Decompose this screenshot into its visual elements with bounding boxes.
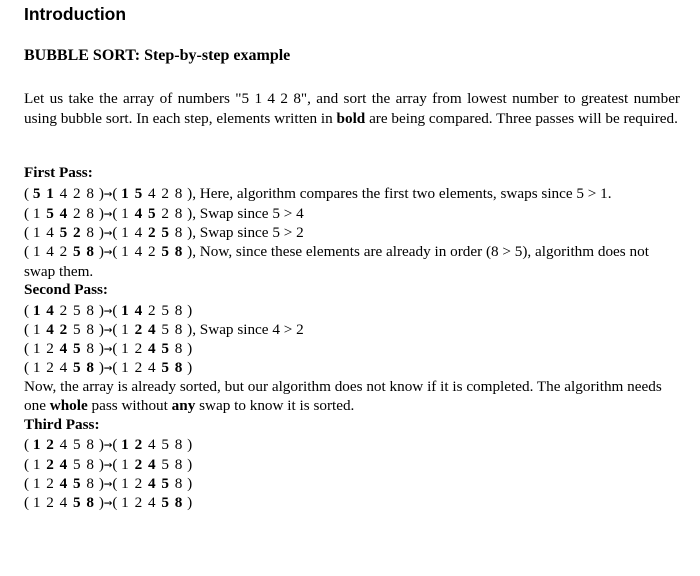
arrow-icon: → — [103, 206, 113, 222]
third-pass-title: Third Pass: — [24, 416, 100, 433]
step-line: ( 1 2 4 5 8 )→( 1 2 4 5 8 ) — [24, 494, 193, 511]
step-line: ( 1 2 4 5 8 )→( 1 2 4 5 8 ) — [24, 436, 193, 453]
step-line: ( 1 2 4 5 8 )→( 1 2 4 5 8 ) — [24, 475, 193, 492]
step-line: ( 1 4 2 5 8 )→( 1 2 4 5 8 ), Swap since 4 > 2 — [24, 321, 304, 338]
arrow-icon: → — [103, 437, 113, 453]
page-title: Introduction — [24, 4, 127, 24]
step-line: ( 1 2 4 5 8 )→( 1 2 4 5 8 ) — [24, 359, 193, 376]
arrow-icon: → — [103, 186, 113, 202]
intro-paragraph: Let us take the array of numbers "5 1 4 2 8", and sort the array from lowest number to greatest number using bubble sort. In each step, elements written in bold are being compared. Three passes will be required. — [24, 90, 680, 127]
section-title: BUBBLE SORT: Step-by-step example — [24, 47, 291, 64]
first-pass-title: First Pass: — [24, 164, 93, 181]
step-line: ( 1 4 2 5 8 )→( 1 4 2 5 8 ), Now, since these elements are already in order (8 > 5), algorithm does not swap them. — [24, 243, 649, 280]
arrow-icon: → — [103, 225, 113, 241]
step-line: ( 1 5 4 2 8 )→( 1 4 5 2 8 ), Swap since 5 > 4 — [24, 205, 304, 222]
arrow-icon: → — [103, 322, 113, 338]
step-line: ( 1 4 2 5 8 )→( 1 4 2 5 8 ) — [24, 302, 193, 319]
second-pass-title: Second Pass: — [24, 281, 108, 298]
step-line: ( 1 4 5 2 8 )→( 1 4 2 5 8 ), Swap since 5 > 2 — [24, 224, 304, 241]
second-pass-note: Now, the array is already sorted, but our algorithm does not know if it is completed. The algorithm needs one whole pass without any swap to know it is sorted. — [24, 378, 662, 414]
step-line: ( 1 2 4 5 8 )→( 1 2 4 5 8 ) — [24, 456, 193, 473]
arrow-icon: → — [103, 476, 113, 492]
step-line: ( 5 1 4 2 8 )→( 1 5 4 2 8 ), Here, algorithm compares the first two elements, swaps since 5 > 1. — [24, 185, 612, 202]
arrow-icon: → — [103, 303, 113, 319]
arrow-icon: → — [103, 457, 113, 473]
arrow-icon: → — [103, 244, 113, 260]
step-line: ( 1 2 4 5 8 )→( 1 2 4 5 8 ) — [24, 340, 193, 357]
arrow-icon: → — [103, 360, 113, 376]
arrow-icon: → — [103, 341, 113, 357]
arrow-icon: → — [103, 495, 113, 511]
